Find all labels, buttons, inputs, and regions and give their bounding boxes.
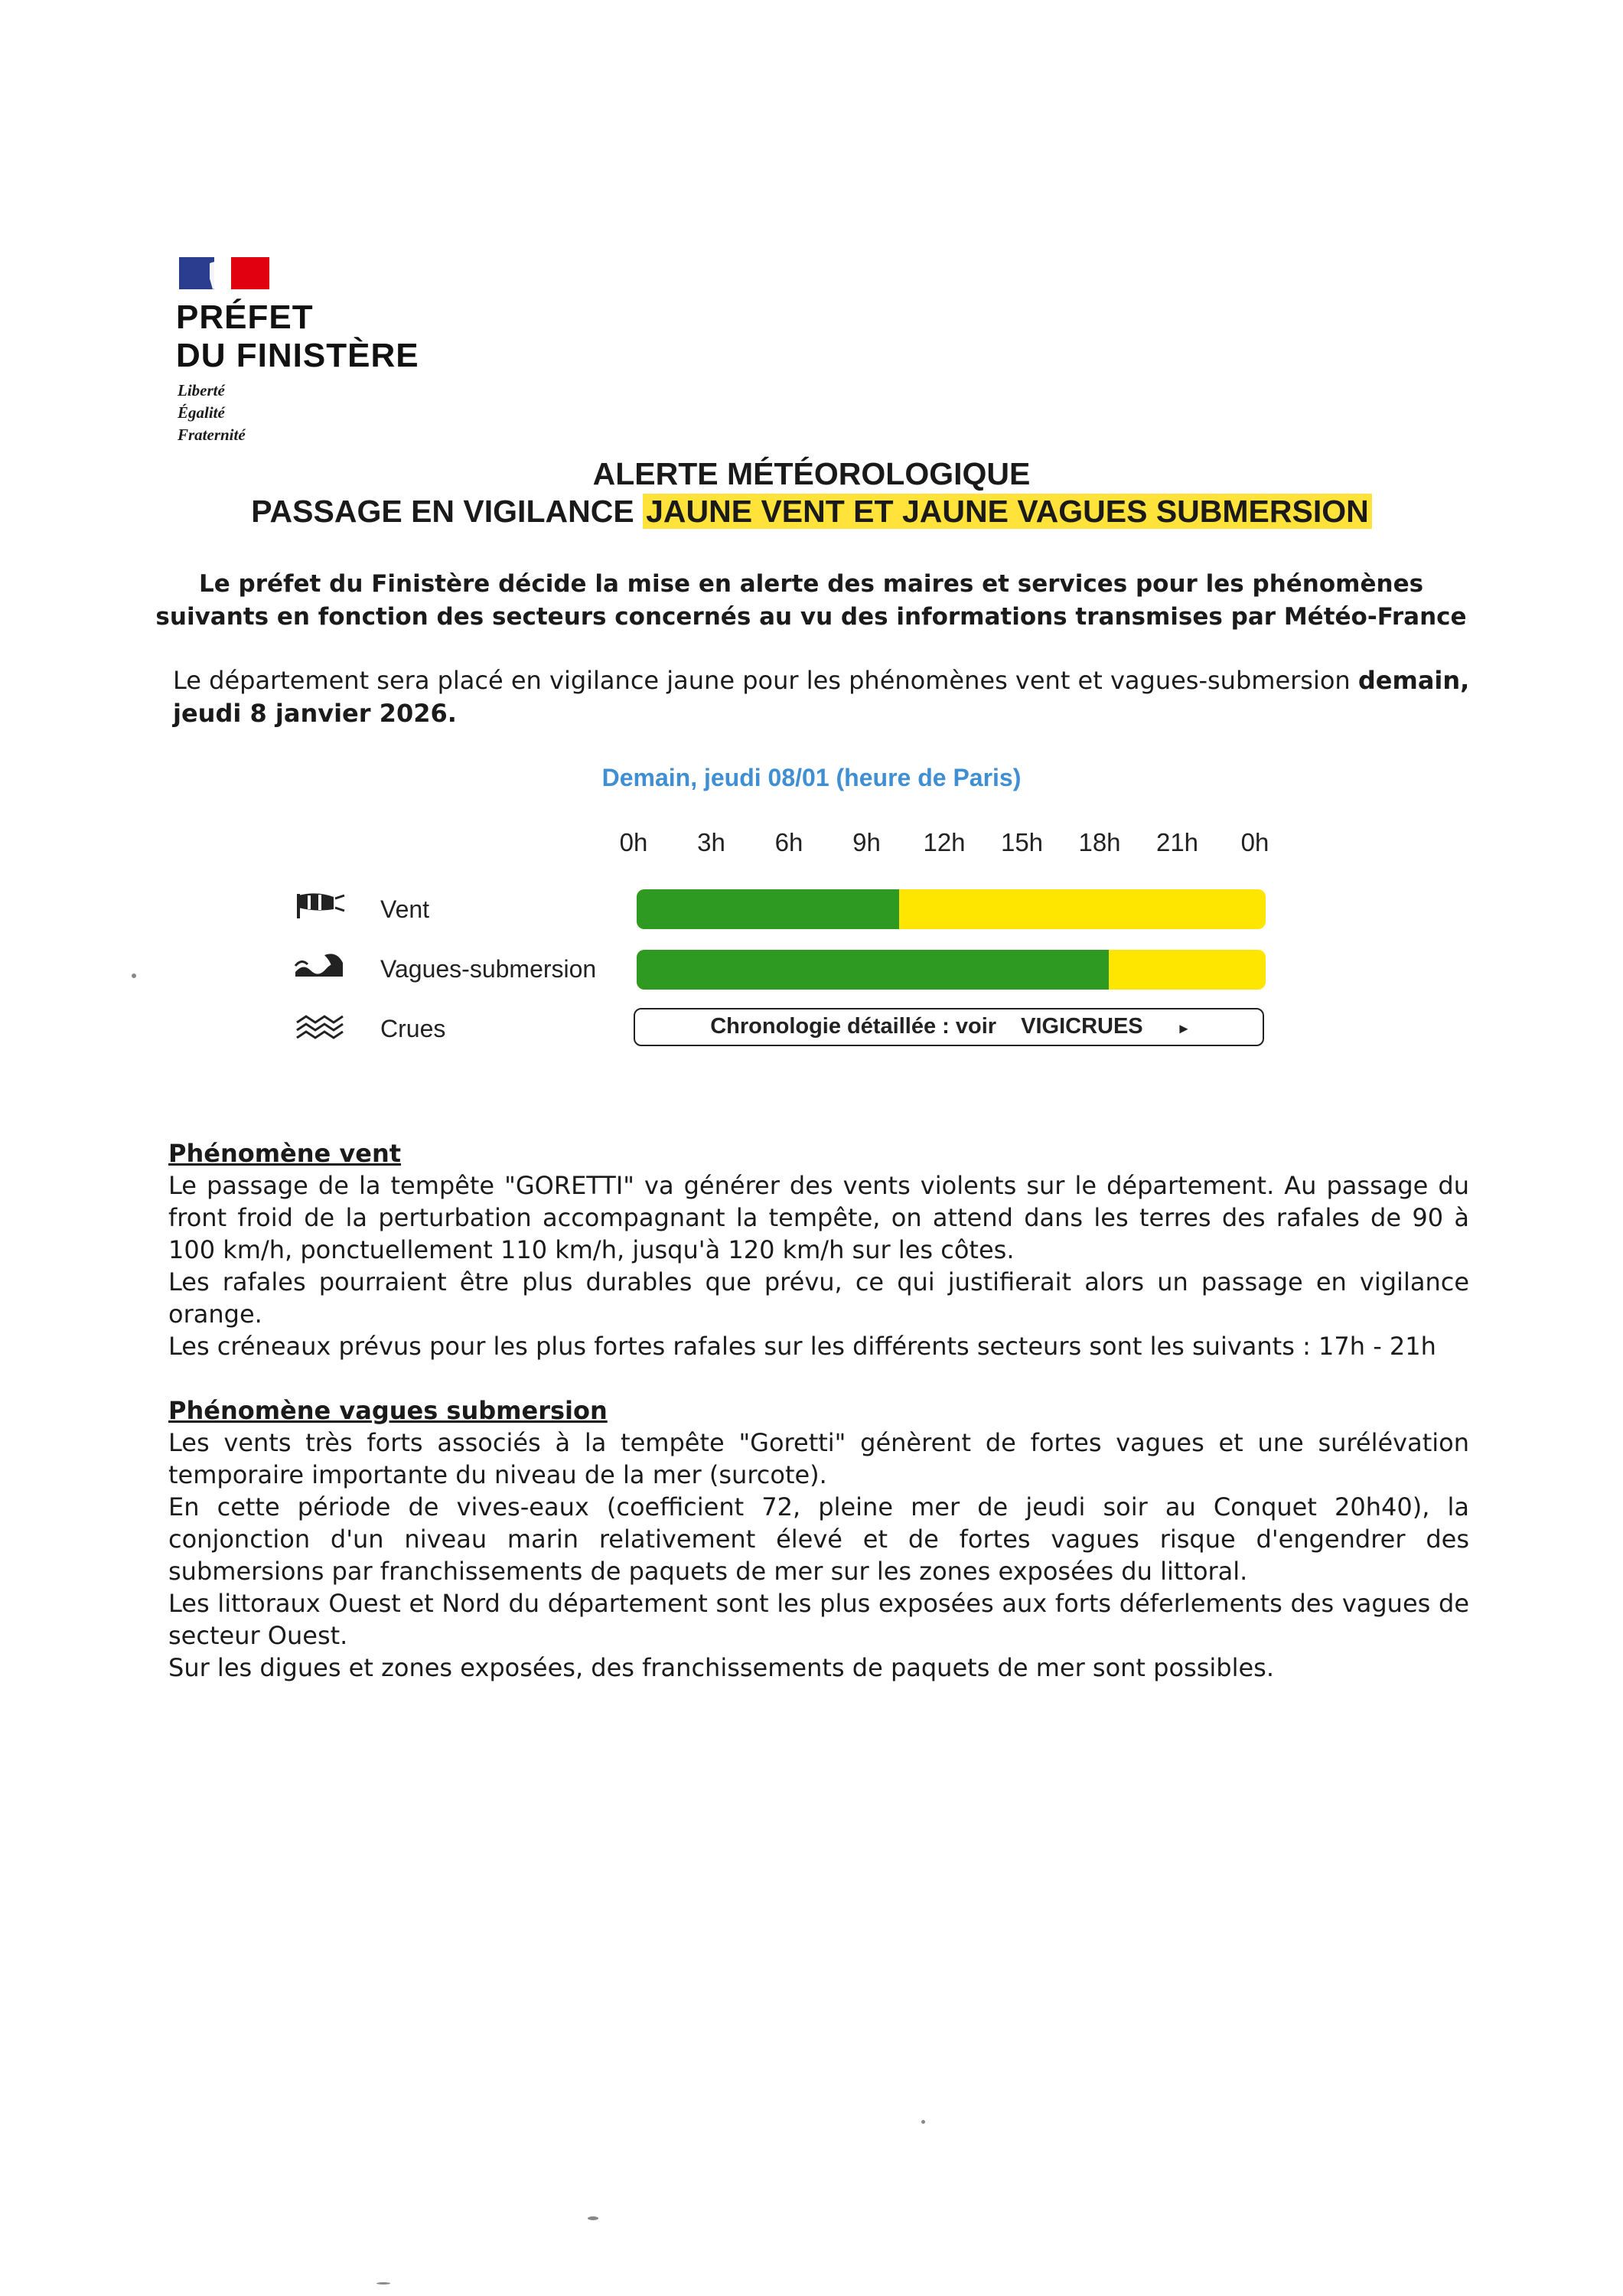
alert-title: ALERTE MÉTÉOROLOGIQUE xyxy=(592,456,1031,491)
intro-date: demain, jeudi 8 janvier 2026. xyxy=(173,666,1470,728)
section-vent xyxy=(168,1137,1469,1362)
play-arrow-icon: ▸ xyxy=(1179,1020,1188,1037)
windsock-icon xyxy=(294,889,349,920)
section-vagues-paragraph: En cette période de vives-eaux (coefficient 72, pleine mer de jeudi soir au Conquet 20h40), la conjonction d'un niveau marin relativement élevé et de fortes vagues risque d'engendrer des submersions par franchissements de paquets de mer sur les zones exposées du littoral. xyxy=(168,1492,1469,1586)
prefecture-name xyxy=(176,298,419,375)
time-tick-5: 15h xyxy=(1000,828,1044,856)
section-vent-title: Phénomène vent xyxy=(168,1139,402,1168)
prefecture-line1: PRÉFET xyxy=(176,298,314,336)
chart-title-day: Demain, jeudi 08/01 xyxy=(601,764,829,791)
subtitle-prefix: PASSAGE EN VIGILANCE xyxy=(251,494,634,529)
motto-liberte: Liberté xyxy=(178,381,225,400)
section-vagues-submersion xyxy=(168,1394,1469,1684)
section-vagues-paragraph: Sur les digues et zones exposées, des franchissements de paquets de mer sont possibles. xyxy=(168,1653,1274,1682)
chart-title xyxy=(0,764,1623,792)
section-vent-paragraph: Le passage de la tempête "GORETTI" va générer des vents violents sur le département. Au passage du front froid de la perturbation accompagnant la tempête, on attend dans les terres des rafales de 90 à 100 km/h, ponctuellement 110 km/h, jusqu'à 120 km/h sur les côtes. xyxy=(168,1171,1469,1264)
section-vagues-paragraph: Les vents très forts associés à la tempête "Goretti" génèrent de fortes vagues et une surélévation temporaire importante du niveau de la mer (surcote). xyxy=(168,1428,1469,1489)
motto-egalite: Égalité xyxy=(178,403,225,422)
scan-speck xyxy=(376,2282,390,2285)
waves-icon xyxy=(294,949,349,980)
prefecture-line2: DU FINISTÈRE xyxy=(176,337,419,374)
time-tick-6: 18h xyxy=(1078,828,1121,856)
river-waves-icon xyxy=(294,1010,349,1041)
vigilance-intro xyxy=(173,664,1474,730)
subtitle-highlight: JAUNE VENT ET JAUNE VAGUES SUBMERSION xyxy=(643,494,1372,529)
time-tick-1: 3h xyxy=(697,828,725,856)
row-label-vent: Vent xyxy=(380,895,430,923)
row-label-crues: Crues xyxy=(380,1015,446,1042)
vigicrues-link[interactable] xyxy=(634,1008,1264,1046)
marianne-flag-icon xyxy=(179,256,269,291)
section-vagues-paragraph: Les littoraux Ouest et Nord du département sont les plus exposées aux forts déferlements des vagues de secteur Ouest. xyxy=(168,1589,1469,1650)
time-tick-8: 0h xyxy=(1240,828,1269,856)
section-vagues-title: Phénomène vagues submersion xyxy=(168,1396,608,1425)
scan-speck xyxy=(588,2216,598,2220)
time-tick-0: 0h xyxy=(619,828,648,856)
vigilance-bar-vent xyxy=(637,889,1266,929)
scan-speck xyxy=(921,2120,925,2124)
time-tick-4: 12h xyxy=(923,828,966,856)
republic-motto xyxy=(178,380,246,446)
alert-subtitle xyxy=(0,494,1623,530)
section-vent-paragraph: Les rafales pourraient être plus durables que prévu, ce qui justifierait alors un passage en vigilance orange. xyxy=(168,1267,1469,1329)
time-tick-3: 9h xyxy=(852,828,881,856)
row-label-vagues: Vagues-submersion xyxy=(380,955,597,983)
time-tick-2: 6h xyxy=(774,828,803,856)
vigilance-bar-vagues xyxy=(637,950,1266,990)
motto-fraternite: Fraternité xyxy=(178,426,246,444)
vigilance-fill-vent xyxy=(637,889,899,929)
vigilance-fill-vagues xyxy=(637,950,1109,990)
vigicrues-link-target: VIGICRUES xyxy=(1021,1014,1143,1039)
time-tick-7: 21h xyxy=(1155,828,1199,856)
intro-text: Le département sera placé en vigilance jaune pour les phénomènes vent et vagues-submersion xyxy=(173,666,1351,695)
prefect-decision-statement: Le préfet du Finistère décide la mise en alerte des maires et services pour les phénomènes suivants en fonction des secteurs concernés au vu des informations transmises par Météo-France xyxy=(155,570,1467,631)
vigicrues-link-text: Chronologie détaillée : voir xyxy=(710,1014,997,1039)
section-vent-paragraph: Les créneaux prévus pour les plus fortes rafales sur les différents secteurs sont les suivants : 17h - 21h xyxy=(168,1332,1436,1361)
scan-speck xyxy=(132,974,136,978)
chart-title-suffix: (heure de Paris) xyxy=(836,764,1022,791)
